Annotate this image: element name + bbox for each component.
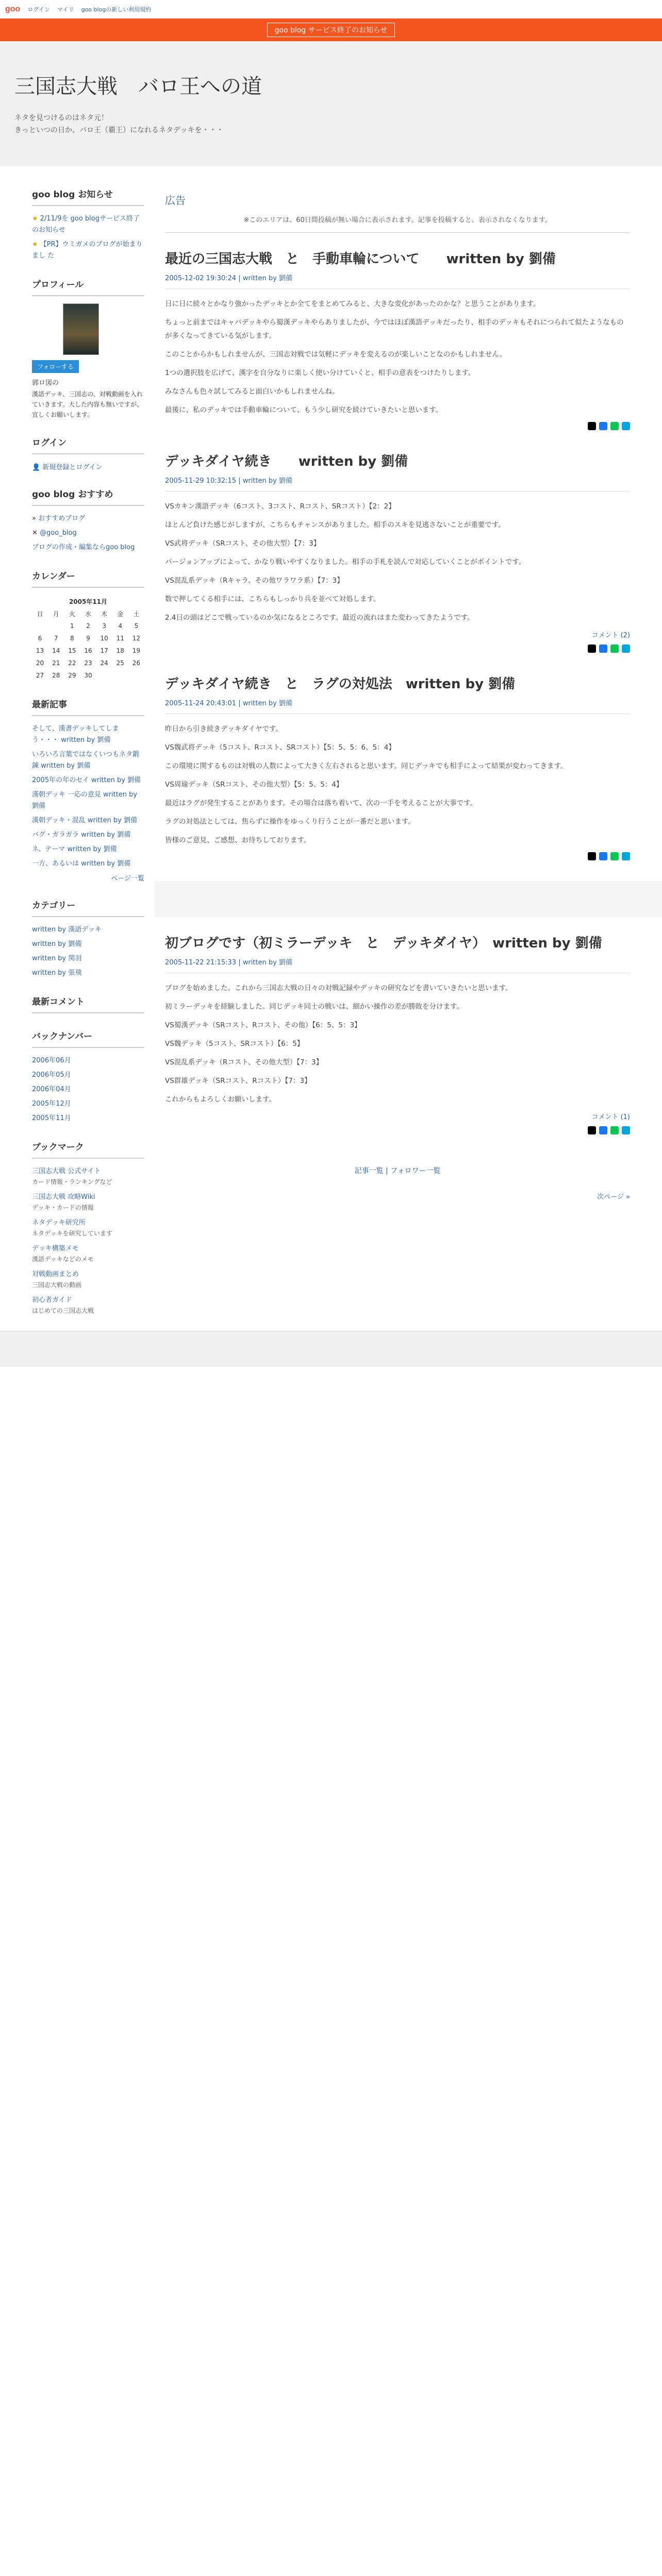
recent-post-item[interactable]: 漢朝デッキ 一応の意見 written by 劉備 — [32, 791, 138, 810]
calendar-day: 26 — [132, 659, 141, 667]
calendar-caption: 2005年11月 — [69, 598, 108, 605]
footer — [0, 1331, 662, 1367]
recent-more-link[interactable]: ページ一覧 — [111, 875, 144, 883]
post-paragraph: 皆様のご意見、ご感想、お待ちしております。 — [165, 836, 311, 844]
service-end-banner — [0, 19, 662, 41]
category-item[interactable]: written by 張飛 — [32, 969, 82, 977]
post-paragraph: 1つの選択肢を広げて、漢字を自分なりに楽しく使い分けていくと、相手の意表をつけたりします。 — [165, 369, 475, 377]
recent-post-item[interactable]: バグ・ガラガラ written by 劉備 — [32, 831, 131, 839]
calendar-day: 23 — [84, 659, 92, 667]
calendar-day: 25 — [116, 659, 124, 667]
recent-post-item[interactable]: そして、漢書デッキしてしまう・・・ written by 劉備 — [32, 725, 119, 744]
calendar-day: 28 — [52, 672, 60, 679]
calendar-day: 9 — [86, 635, 90, 642]
calendar-day: 13 — [36, 647, 44, 654]
notice-title: goo blog お知らせ — [32, 187, 144, 206]
profile-image — [63, 303, 99, 355]
calendar-day-header: 火 — [69, 610, 75, 618]
calendar-day: 14 — [52, 647, 60, 654]
post-paragraph: このことからかもしれませんが、三国志対戦では気軽にデッキを変えるのが楽しいことなのかもしれません。 — [165, 350, 507, 359]
calendar-day: 1 — [70, 622, 74, 630]
post-meta: 2005-11-22 21:15:33 | written by 劉備 — [165, 957, 630, 973]
post-title[interactable]: 初ブログです（初ミラーデッキ と デッキダイヤ） written by 劉備 — [165, 936, 602, 951]
recent-post-item[interactable]: 一方、あるいは written by 劉備 — [32, 860, 131, 868]
facebook-share-icon[interactable] — [599, 422, 607, 430]
facebook-share-icon[interactable] — [599, 645, 607, 653]
calendar-title: カレンダー — [32, 569, 144, 588]
post-paragraph: VS混乱系デッキ（Rキャラ、その他ワラワラ系）【7：3】 — [165, 577, 344, 585]
top-link-terms[interactable]: goo blogの新しい利用規約 — [81, 6, 152, 13]
bookmark-link[interactable]: デッキ構築メモ — [32, 1245, 79, 1252]
next-page-link[interactable]: 次ページ » — [597, 1193, 630, 1201]
post-meta: 2005-11-29 10:32:15 | written by 劉備 — [165, 475, 630, 492]
arrow-icon: » — [32, 515, 39, 522]
calendar-day — [32, 620, 48, 632]
sidebar — [0, 166, 155, 1331]
calendar-day-header: 金 — [117, 610, 124, 618]
line-share-icon[interactable] — [610, 852, 619, 860]
post-paragraph: 初ミラーデッキを経験しました。同じデッキ同士の戦いは、細かい操作の差が勝敗を分けます。 — [165, 1003, 464, 1011]
backnumber-item[interactable]: 2006年06月 — [32, 1057, 71, 1064]
notice-section — [32, 187, 144, 262]
calendar-day: 18 — [116, 647, 124, 654]
recommend-create-link[interactable]: ブログの作成・編集ならgoo blog — [32, 544, 135, 551]
login-title: ログイン — [32, 435, 144, 454]
comment-link-wrap — [165, 1111, 630, 1121]
blog-post — [165, 933, 630, 1134]
share-buttons — [165, 422, 630, 430]
bookmark-desc: はじめての三国志大戦 — [32, 1307, 94, 1314]
recent-posts-title: 最新記事 — [32, 697, 144, 716]
post-paragraph: 最近はラグが発生することがあります。その場合は落ち着いて、次の一手を考えることが大事です。 — [165, 799, 477, 807]
top-bar — [0, 0, 662, 19]
post-paragraph: 最後に、私のデッキでは手動車輪について、もう少し研究を続けていきたいと思います。 — [165, 406, 443, 414]
calendar-day: 22 — [68, 659, 76, 667]
post-body — [165, 500, 630, 624]
bookmark-link[interactable]: ネタデッキ研究所 — [32, 1219, 86, 1227]
comment-link[interactable]: コメント (2) — [591, 632, 630, 639]
post-paragraph: 2.4日の頭はどこで戦っているのか気になるところです。最近の流れはまた変わってきたようです。 — [165, 614, 474, 622]
post-paragraph: VS周瑜デッキ（SRコスト、その他大型）【5：5、5：4】 — [165, 781, 343, 789]
post-paragraph: VS武将デッキ（SRコスト、その他大型）【7：3】 — [165, 539, 321, 548]
post-title[interactable]: デッキダイヤ続き と ラグの対処法 written by 劉備 — [165, 676, 516, 692]
calendar-day: 7 — [54, 635, 58, 642]
bookmark-item[interactable] — [32, 1269, 144, 1290]
calendar-day — [48, 620, 64, 632]
calendar-day: 15 — [68, 647, 76, 654]
recent-post-item[interactable]: ネ、テーマ written by 劉備 — [32, 845, 117, 853]
main-content — [155, 166, 662, 1331]
recent-comment-title: 最新コメント — [32, 994, 144, 1013]
x-share-icon[interactable] — [588, 645, 596, 653]
post-paragraph: バージョンアップによって、かなり戦いやすくなりました。相手の手札を読んで対応していくことがポイントです。 — [165, 558, 526, 566]
recent-post-item[interactable]: いろいろ言葉ではなくいつもネタ鍛錬 written by 劉備 — [32, 751, 140, 770]
category-title: カテゴリー — [32, 898, 144, 917]
bookmark-desc: 漢語デッキなどのメモ — [32, 1256, 94, 1263]
recent-post-item[interactable]: 2005年の年のセイ written by 劉備 — [32, 776, 141, 784]
line-share-icon[interactable] — [610, 1126, 619, 1134]
calendar-day — [112, 669, 128, 682]
x-icon: ✕ — [32, 529, 40, 537]
backnumber-section — [32, 1029, 144, 1124]
profile-title: プロフィール — [32, 277, 144, 296]
bookmark-item[interactable] — [32, 1192, 144, 1212]
ad-area — [165, 192, 630, 233]
calendar-day-header: 木 — [101, 610, 108, 618]
bookmark-item[interactable] — [32, 1295, 144, 1315]
blog-title[interactable]: 三国志大戦 バロ王への道 — [14, 75, 262, 98]
backnumber-title: バックナンバー — [32, 1029, 144, 1048]
recent-post-item[interactable]: 漢朝デッキ・混乱 written by 劉備 — [32, 817, 138, 824]
calendar-section — [32, 569, 144, 682]
blog-header — [0, 41, 662, 166]
bookmark-item[interactable] — [32, 1243, 144, 1264]
calendar-day: 30 — [84, 672, 92, 679]
calendar-day — [96, 669, 112, 682]
post-meta: 2005-12-02 19:30:24 | written by 劉備 — [165, 273, 630, 289]
post-paragraph: VS蜀漢デッキ（SRコスト、Rコスト、その他）【6：5、5：3】 — [165, 1021, 361, 1029]
post-paragraph: これからもよろしくお願いします。 — [165, 1095, 276, 1104]
calendar-day: 10 — [100, 635, 108, 642]
x-share-icon[interactable] — [588, 852, 596, 860]
category-item[interactable]: written by 関羽 — [32, 955, 82, 962]
comment-link[interactable]: コメント (1) — [591, 1113, 630, 1121]
register-login-link[interactable]: 新規登録とログイン — [42, 464, 103, 471]
x-share-icon[interactable] — [588, 1126, 596, 1134]
comment-link-wrap — [165, 630, 630, 639]
section-divider — [155, 881, 662, 917]
recent-posts-section — [32, 697, 144, 883]
star-icon: ★ — [32, 241, 38, 248]
article-list-link[interactable]: 記事一覧 | フォロワー一覧 — [354, 1167, 441, 1175]
goo-logo[interactable]: goo — [5, 4, 21, 13]
calendar-day: 16 — [84, 647, 92, 654]
notice-item[interactable]: ★ 2/11/9を goo blogサービス終了のお知らせ — [32, 215, 140, 234]
post-title[interactable]: 最近の三国志大戦 と 手動車輪について written by 劉備 — [165, 251, 556, 267]
category-item[interactable]: written by 劉備 — [32, 940, 82, 948]
bookmark-desc: デッキ・カードの情報 — [32, 1204, 94, 1211]
post-paragraph: ラグの対処法としては、焦らずに操作をゆっくり行うことが一番だと思います。 — [165, 818, 415, 826]
calendar-day: 3 — [102, 622, 106, 630]
calendar-day: 27 — [36, 672, 44, 679]
profile-text: 漢語デッキ、三国志の、対戦動画を入れていきます。大した内容も無いですが、宜しくお願いします。 — [32, 391, 143, 418]
profile-name: 郭ロ図の — [32, 379, 59, 387]
backnumber-item[interactable]: 2005年11月 — [32, 1114, 71, 1122]
category-section — [32, 898, 144, 979]
bookmark-desc: 三国志大戦の動画 — [32, 1281, 82, 1289]
calendar-day-header: 土 — [133, 610, 140, 618]
post-paragraph: VS魏武将デッキ（5コスト、Rコスト、SRコスト）【5：5、5：6、5：4】 — [165, 743, 395, 752]
calendar-day-header: 日 — [37, 610, 43, 618]
recommend-link[interactable]: おすすめブログ — [38, 515, 86, 522]
backnumber-item[interactable]: 2006年04月 — [32, 1086, 71, 1093]
bookmark-desc: カード情報・ランキングなど — [32, 1178, 112, 1185]
line-share-icon[interactable] — [610, 645, 619, 653]
calendar-day-header: 水 — [85, 610, 91, 618]
backnumber-item[interactable]: 2006年05月 — [32, 1071, 71, 1079]
post-paragraph: ちょっと前まではキャバデッキやら蜀漢デッキやらありましたが、今ではほぼ漢語デッキだったり、相手のデッキもそれにつられて似たようなものが多くなってきている気がします。 — [165, 318, 624, 340]
calendar-day: 8 — [70, 635, 74, 642]
calendar-day: 24 — [100, 659, 108, 667]
calendar-day: 5 — [134, 622, 139, 630]
service-end-link[interactable]: goo blog サービス終了のお知らせ — [267, 23, 395, 37]
recommend-title: goo blog おすすめ — [32, 487, 144, 506]
bookmark-link[interactable]: 三国志大戦 攻略Wiki — [32, 1193, 95, 1201]
post-paragraph: この環境に関するものは対戦の人数によって大きく左右されると思います。同じデッキでも相手によって結果が変わってきます。 — [165, 762, 568, 770]
ad-notice: ※このエリアは、60日間投稿が無い場合に表示されます。記事を投稿すると、表示されなくなります。 — [165, 214, 630, 233]
post-paragraph: VSカキン漢語デッキ（6コスト、3コスト、Rコスト、SRコスト）【2：2】 — [165, 502, 395, 511]
post-paragraph: 数で押してくる相手には、こちらもしっかり兵を並べて対処します。 — [165, 595, 380, 603]
post-body — [165, 297, 630, 417]
calendar-table — [32, 595, 144, 682]
post-paragraph: VS混乱系デッキ（Rコスト、その他大型）【7：3】 — [165, 1058, 323, 1066]
post-paragraph: VS魏デッキ（5コスト、SRコスト）【6：5】 — [165, 1040, 304, 1048]
blog-desc-1: ネタを見つけるのはネタ元！ — [14, 114, 108, 122]
calendar-day: 11 — [116, 635, 124, 642]
post-paragraph: みなさんも色々試してみると面白いかもしれませんね。 — [165, 387, 339, 396]
post-paragraph: ブログを始めました。これから三国志大戦の日々の対戦記録やデッキの研究などを書いていきたいと思います。 — [165, 984, 512, 992]
post-paragraph: ほとんど負けた感じがしますが、こちらもチャンスがありました。相手のスキを見逃さないことが重要です。 — [165, 521, 505, 529]
bookmark-link[interactable]: 初心者ガイド — [32, 1296, 72, 1304]
post-meta: 2005-11-24 20:43:01 | written by 劉備 — [165, 698, 630, 714]
top-link-mypage[interactable]: マイリ — [57, 6, 74, 13]
ad-title: 広告 — [165, 194, 186, 207]
bookmark-desc: ネタデッキを研究しています — [32, 1230, 112, 1237]
bookmark-link[interactable]: 対戦動画まとめ — [32, 1270, 79, 1278]
calendar-day: 19 — [132, 647, 141, 654]
bookmark-link[interactable]: 三国志大戦 公式サイト — [32, 1167, 101, 1175]
bookmark-item[interactable] — [32, 1217, 144, 1238]
hatena-share-icon[interactable] — [622, 852, 630, 860]
calendar-day: 6 — [38, 635, 42, 642]
calendar-day: 4 — [118, 622, 123, 630]
recent-comment-section — [32, 994, 144, 1013]
calendar-day — [128, 669, 144, 682]
user-icon: 👤 — [32, 464, 43, 471]
star-icon: ★ — [32, 215, 38, 223]
bookmark-item[interactable] — [32, 1166, 144, 1187]
hatena-share-icon[interactable] — [622, 645, 630, 653]
share-buttons — [165, 1126, 630, 1134]
share-buttons — [165, 645, 630, 653]
calendar-day: 29 — [68, 672, 76, 679]
share-buttons — [165, 852, 630, 860]
calendar-day-header: 月 — [53, 610, 59, 618]
post-paragraph: VS群雄デッキ（SRコスト、Rコスト）【7：3】 — [165, 1077, 311, 1085]
facebook-share-icon[interactable] — [599, 1126, 607, 1134]
profile-section — [32, 277, 144, 420]
post-paragraph: 昨日から引き続きデッキダイヤです。 — [165, 725, 283, 733]
x-share-icon[interactable] — [588, 422, 596, 430]
line-share-icon[interactable] — [610, 422, 619, 430]
recommend-twitter[interactable]: @goo_blog — [40, 529, 77, 537]
bookmark-title: ブックマーク — [32, 1140, 144, 1159]
blog-post — [165, 673, 630, 860]
blog-post — [165, 248, 630, 430]
blog-post — [165, 451, 630, 653]
post-title[interactable]: デッキダイヤ続き written by 劉備 — [165, 454, 408, 469]
post-body — [165, 981, 630, 1106]
category-item[interactable]: written by 漢語デッキ — [32, 926, 102, 934]
bookmark-section — [32, 1140, 144, 1315]
calendar-day: 20 — [36, 659, 44, 667]
top-link-login[interactable]: ログイン — [27, 6, 50, 13]
recommend-section — [32, 487, 144, 553]
post-paragraph: 日に日に続々とかなり強かったデッキとか全てをまとめてみると、大きな変化があったのかな？と思うことがあります。 — [165, 300, 540, 308]
calendar-day: 17 — [100, 647, 108, 654]
follow-button[interactable]: フォローする — [32, 360, 79, 373]
backnumber-item[interactable]: 2005年12月 — [32, 1100, 71, 1108]
facebook-share-icon[interactable] — [599, 852, 607, 860]
hatena-share-icon[interactable] — [622, 422, 630, 430]
notice-item[interactable]: ★ 【PR】ウミガメのブログが始まりまし た — [32, 241, 143, 260]
hatena-share-icon[interactable] — [622, 1126, 630, 1134]
calendar-day: 12 — [132, 635, 141, 642]
blog-desc-2: きっといつの日か、バロ王（覇王）になれるネタデッキを・・・ — [14, 126, 224, 134]
calendar-day: 2 — [86, 622, 90, 630]
calendar-day: 21 — [52, 659, 60, 667]
post-body — [165, 722, 630, 847]
login-section — [32, 435, 144, 471]
pager — [165, 1155, 630, 1186]
